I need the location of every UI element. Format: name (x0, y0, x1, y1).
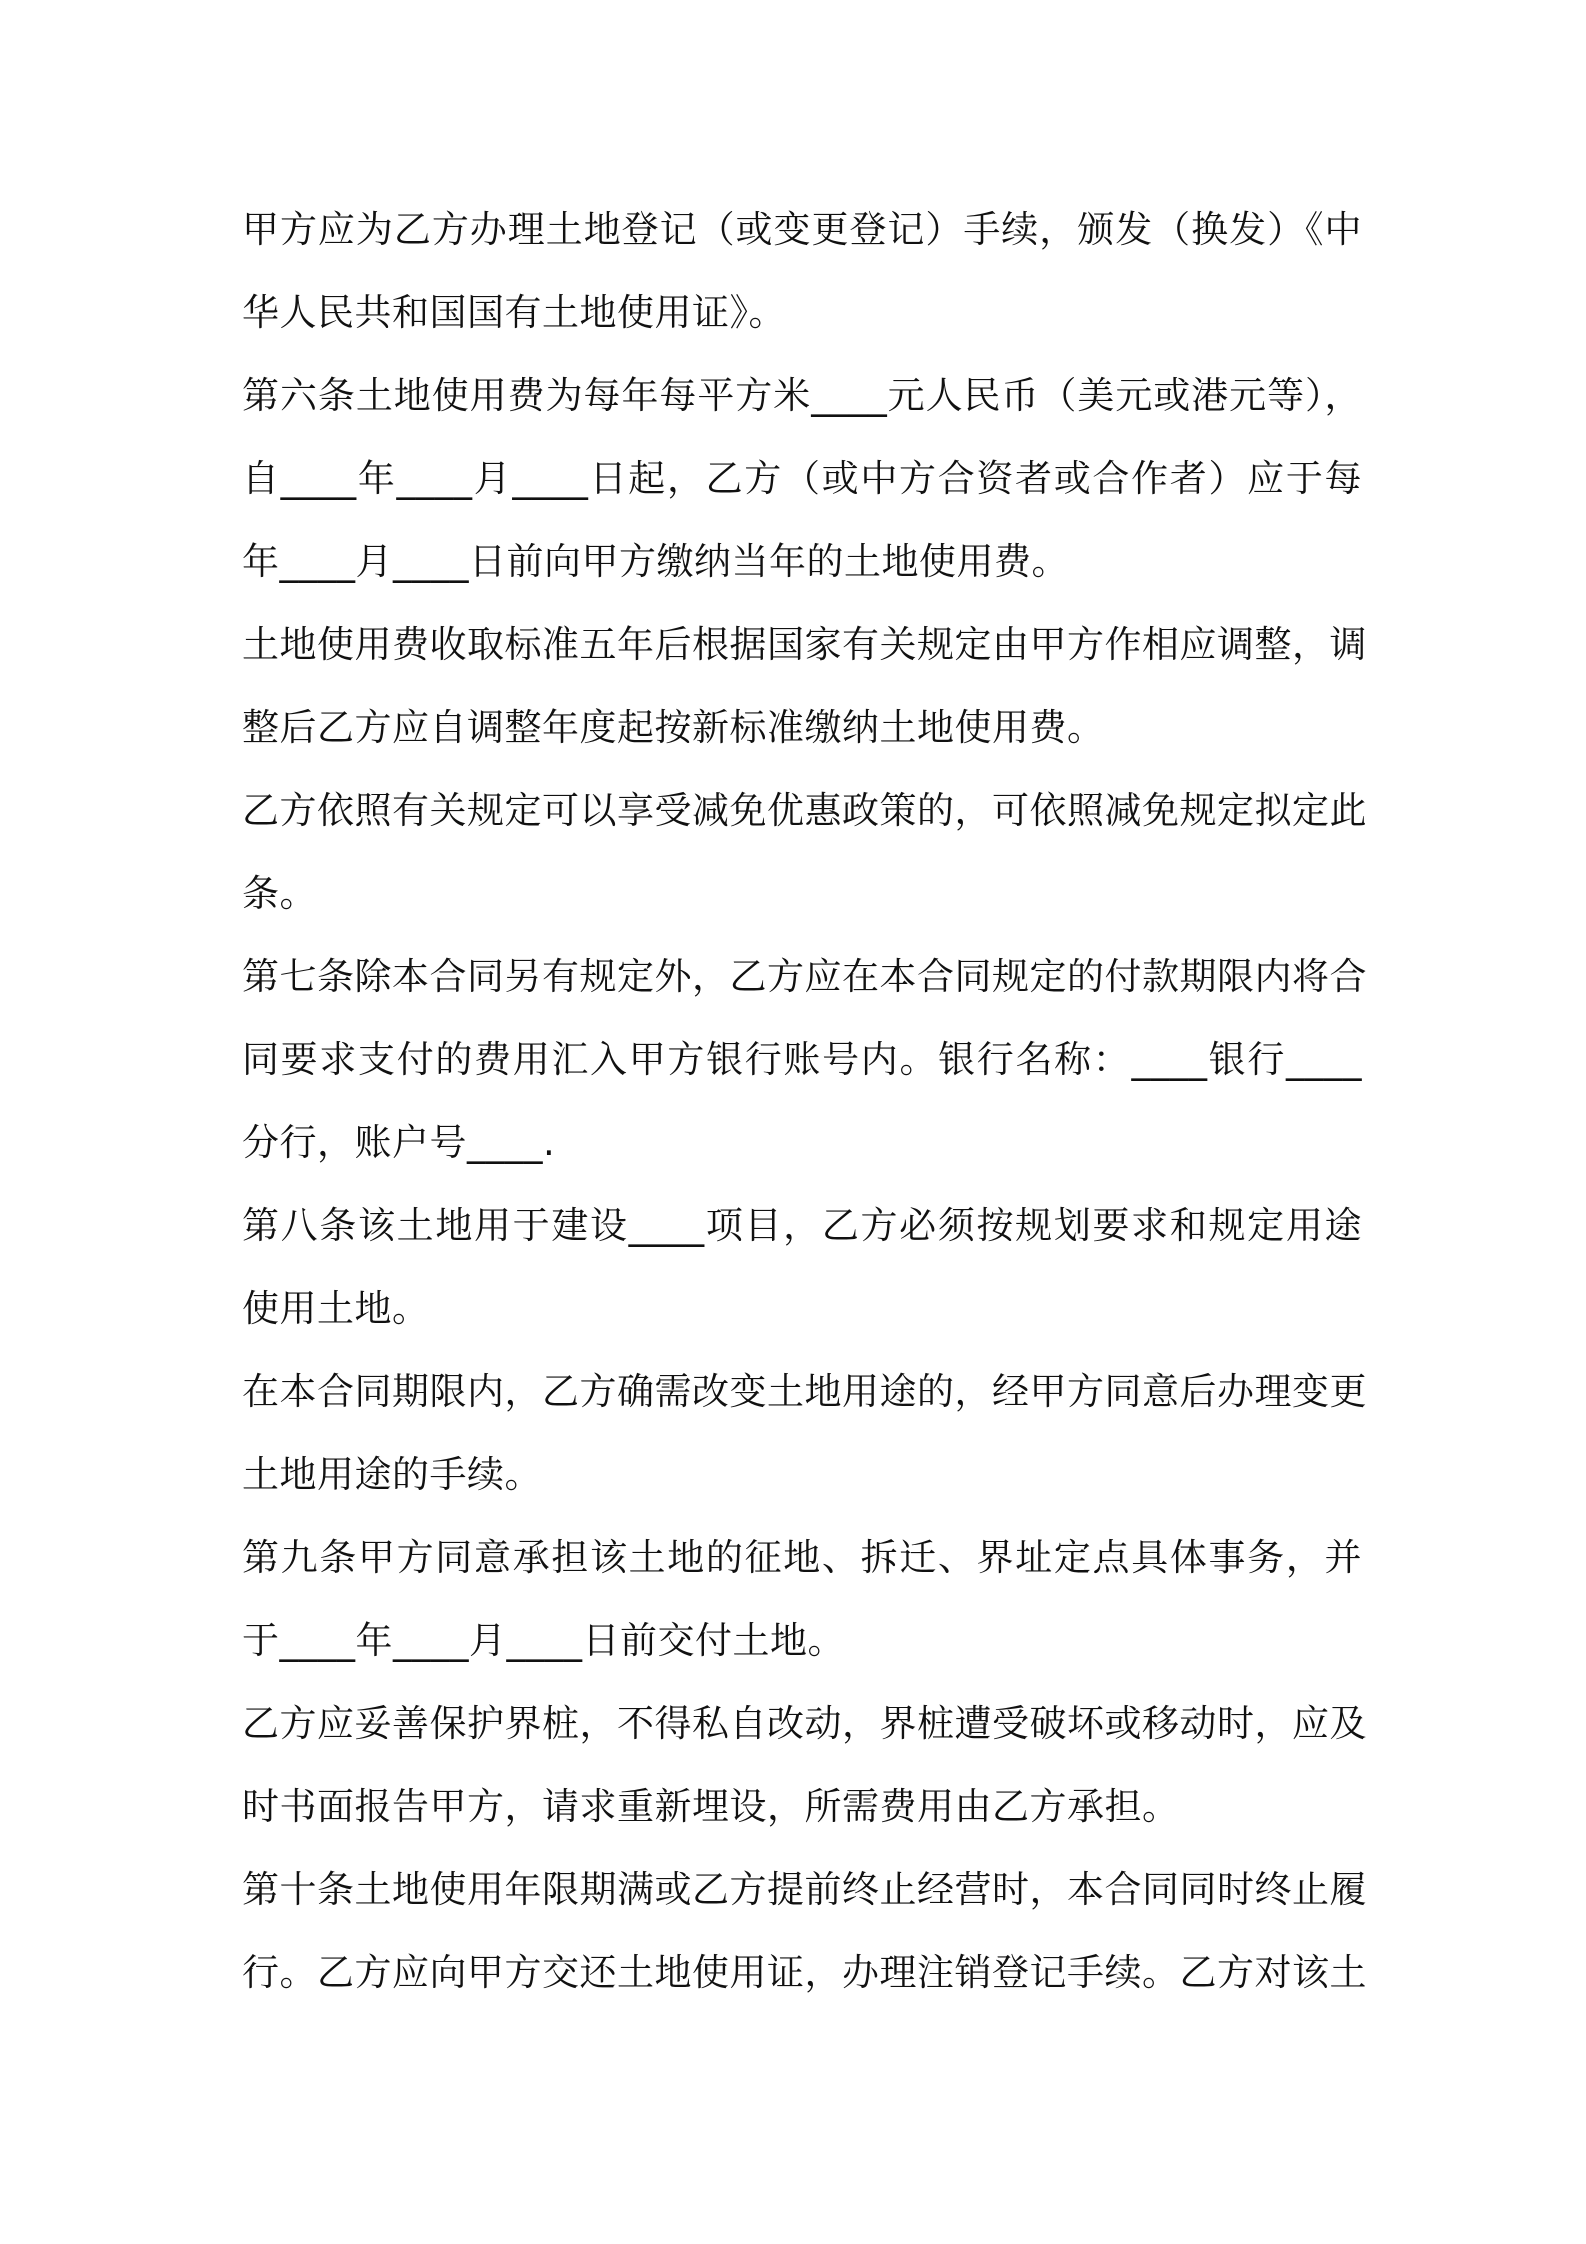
paragraph-land-use-change (242, 1350, 1367, 1516)
text-line: 土地用途的手续。 (242, 1453, 542, 1496)
paragraph-boundary-markers (242, 1682, 1367, 1848)
text-line: 自____年____月____日起，乙方（或中方合资者或合作者）应于每 (242, 457, 1362, 500)
paragraph-article-6 (242, 354, 1362, 603)
text-line: 华人民共和国国有土地使用证》。 (242, 291, 786, 334)
text-line: 于____年____月____日前交付土地。 (242, 1619, 845, 1662)
text-line: 乙方应妥善保护界桩，不得私自改动，界桩遭受破坏或移动时，应及 (242, 1702, 1367, 1745)
text-line: 在本合同期限内，乙方确需改变土地用途的，经甲方同意后办理变更 (242, 1370, 1367, 1413)
text-line: 条。 (242, 872, 317, 915)
paragraph-article-8 (242, 1184, 1362, 1350)
text-line: 时书面报告甲方，请求重新埋设，所需费用由乙方承担。 (242, 1785, 1180, 1828)
paragraph-article-7 (242, 935, 1367, 1184)
text-line: 第九条甲方同意承担该土地的征地、拆迁、界址定点具体事务，并 (242, 1536, 1362, 1579)
paragraph-article-9 (242, 1516, 1362, 1682)
text-line: 同要求支付的费用汇入甲方银行账号内。银行名称：____银行____ (242, 1038, 1362, 1081)
text-line: 第七条除本合同另有规定外，乙方应在本合同规定的付款期限内将合 (242, 955, 1367, 998)
paragraph-fee-reduction (242, 769, 1367, 935)
text-line: 分行，账户号____. (242, 1121, 556, 1164)
text-line: 行。乙方应向甲方交还土地使用证，办理注销登记手续。乙方对该土 (242, 1951, 1367, 1994)
text-line: 年____月____日前向甲方缴纳当年的土地使用费。 (242, 540, 1069, 583)
document-body (242, 188, 1367, 2014)
text-line: 第八条该土地用于建设____项目，乙方必须按规划要求和规定用途 (242, 1204, 1362, 1247)
paragraph-registration (242, 188, 1362, 354)
text-line: 第六条土地使用费为每年每平方米____元人民币（美元或港元等）， (242, 374, 1362, 417)
text-line: 甲方应为乙方办理土地登记（或变更登记）手续，颁发（换发）《中 (242, 208, 1362, 251)
text-line: 乙方依照有关规定可以享受减免优惠政策的，可依照减免规定拟定此 (242, 789, 1367, 832)
text-line: 整后乙方应自调整年度起按新标准缴纳土地使用费。 (242, 706, 1105, 749)
text-line: 第十条土地使用年限期满或乙方提前终止经营时，本合同同时终止履 (242, 1868, 1367, 1911)
text-line: 土地使用费收取标准五年后根据国家有关规定由甲方作相应调整，调 (242, 623, 1367, 666)
paragraph-article-10 (242, 1848, 1367, 2014)
paragraph-fee-adjustment (242, 603, 1367, 769)
text-line: 使用土地。 (242, 1287, 430, 1330)
